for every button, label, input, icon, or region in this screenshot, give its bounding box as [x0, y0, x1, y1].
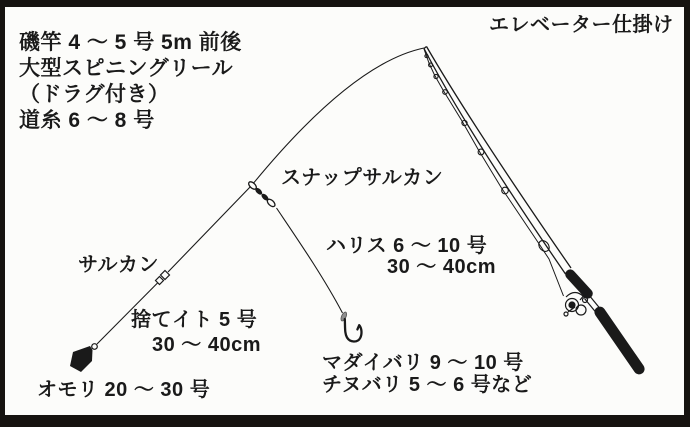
label-sacrifice-line-length: 30 ～ 40cm	[152, 334, 262, 356]
rod-spec-line: （ドラグ付き）	[19, 83, 170, 106]
main-line-upper	[252, 48, 424, 185]
rod-spec-line: 道糸 6 ～ 8 号	[19, 109, 155, 132]
rod-spec-line: 大型スピニングリール	[19, 57, 234, 80]
label-hook-madai: マダイバリ 9 ～ 10 号	[322, 352, 524, 374]
rig-title: エレベーター仕掛け	[489, 14, 674, 36]
rod-spec-line: 磯竿 4 ～ 5 号 5m 前後	[19, 31, 242, 54]
label-hook-chinu: チヌバリ 5 ～ 6 号など	[322, 374, 533, 396]
main-line-lower	[168, 185, 252, 272]
rod-rear-grip	[592, 304, 646, 376]
label-sacrifice-line-size: 捨てイト 5 号	[131, 309, 258, 331]
label-snap-swivel: スナップサルカン	[281, 167, 444, 189]
label-swivel: サルカン	[78, 254, 159, 276]
sinker-graphic	[70, 344, 97, 372]
label-leader-size: ハリス 6 ～ 10 号	[326, 235, 488, 257]
snap-swivel-graphic	[247, 180, 276, 207]
label-leader-length: 30 ～ 40cm	[387, 256, 497, 278]
spinning-reel-icon	[564, 293, 588, 317]
leader-line	[277, 208, 343, 313]
hook-graphic	[345, 319, 362, 342]
label-sinker: オモリ 20 ～ 30 号	[37, 379, 211, 401]
